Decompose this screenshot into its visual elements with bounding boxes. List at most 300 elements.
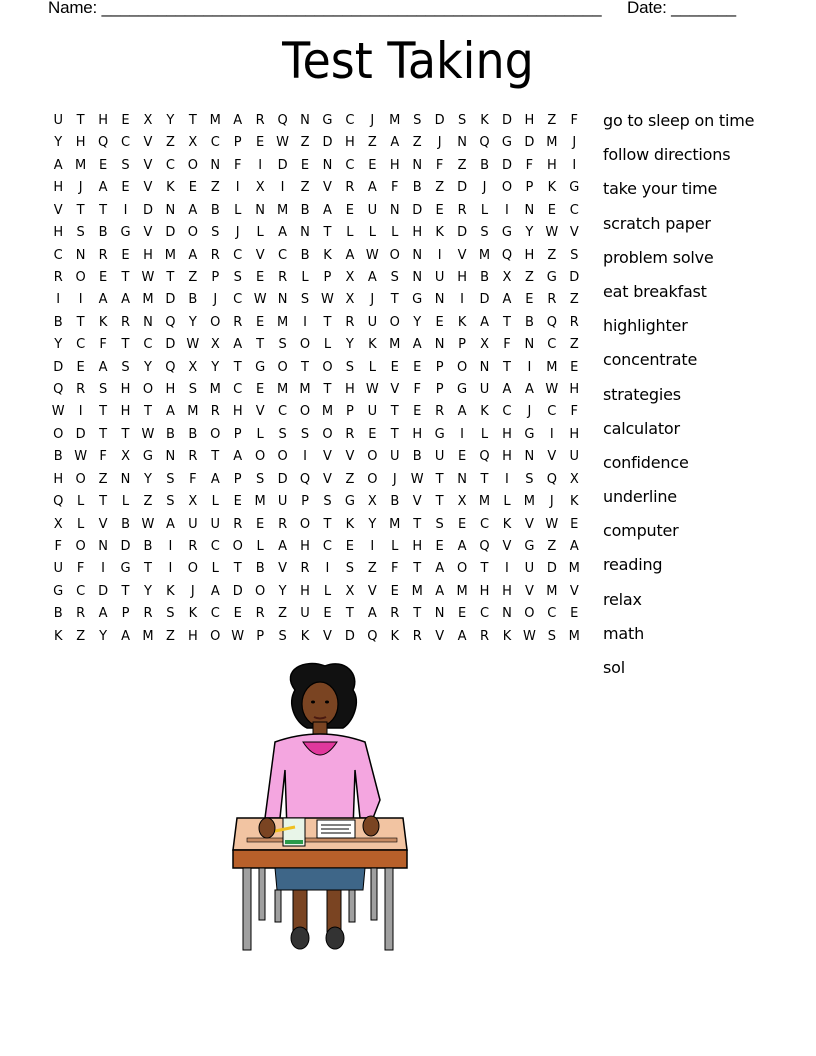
grid-cell: T — [413, 516, 422, 532]
grid-cell: G — [344, 494, 355, 510]
grid-cell: S — [413, 113, 422, 128]
grid-cell: Z — [524, 269, 534, 285]
grid-cell: H — [53, 225, 64, 241]
grid-cell: C — [233, 247, 243, 263]
grid-cell: F — [233, 157, 242, 173]
grid-cell: H — [300, 583, 310, 599]
grid-cell: V — [524, 516, 534, 532]
grid-cell: B — [98, 225, 108, 241]
grid-cell: X — [210, 337, 220, 353]
grid-cell: H — [569, 382, 580, 398]
grid-cell: S — [188, 382, 197, 398]
grid-cell: X — [367, 494, 377, 510]
grid-cell: J — [78, 180, 83, 196]
grid-cell: Z — [345, 471, 355, 487]
grid-cell: Q — [479, 539, 490, 555]
grid-cell: S — [211, 225, 220, 241]
grid-cell: N — [143, 314, 153, 330]
word-list-item: underline — [603, 487, 677, 507]
grid-cell: T — [121, 269, 130, 285]
word-list-item: strategies — [603, 384, 681, 404]
grid-cell: T — [76, 113, 85, 128]
grid-cell: B — [53, 606, 63, 622]
grid-cell: M — [142, 292, 154, 308]
grid-cell: A — [502, 292, 512, 308]
grid-cell: F — [570, 404, 579, 420]
grid-cell: C — [233, 382, 243, 398]
grid-cell: X — [457, 494, 467, 510]
grid-cell: T — [143, 404, 152, 420]
grid-cell: M — [523, 494, 536, 510]
grid-cell: C — [569, 202, 579, 218]
grid-cell: V — [547, 449, 557, 465]
grid-cell: P — [525, 180, 534, 196]
grid-cell: U — [53, 561, 63, 577]
grid-cell: R — [345, 426, 355, 442]
grid-cell: Y — [368, 516, 377, 532]
grid-cell: Y — [278, 583, 287, 599]
grid-cell: T — [99, 494, 108, 510]
grid-cell: Z — [188, 269, 198, 285]
grid-cell: S — [570, 247, 579, 263]
grid-cell: G — [457, 382, 468, 398]
grid-cell: Q — [367, 628, 378, 644]
grid-cell: J — [572, 135, 577, 151]
grid-cell: O — [210, 628, 221, 644]
grid-cell: T — [502, 314, 511, 330]
word-list-item: math — [603, 623, 645, 643]
grid-cell: L — [256, 539, 264, 555]
grid-cell: E — [98, 157, 108, 173]
grid-cell: R — [278, 269, 288, 285]
grid-cell: B — [480, 269, 489, 285]
grid-cell: W — [231, 628, 245, 644]
grid-cell: D — [434, 113, 445, 128]
grid-cell: X — [480, 337, 489, 353]
grid-cell: D — [75, 426, 86, 442]
grid-cell: I — [78, 292, 83, 308]
grid-cell: M — [478, 494, 491, 510]
grid-cell: E — [368, 426, 377, 442]
grid-cell: S — [390, 269, 399, 285]
grid-cell: A — [188, 202, 198, 218]
name-field-label: Name: ______________________________________________________ — [48, 0, 602, 17]
grid-cell: B — [390, 494, 400, 510]
grid-cell: H — [389, 157, 400, 173]
grid-cell: B — [210, 202, 220, 218]
grid-cell: H — [546, 157, 557, 173]
grid-cell: O — [389, 314, 400, 330]
grid-cell: V — [569, 583, 579, 599]
grid-cell: C — [547, 337, 557, 353]
grid-cell: P — [435, 382, 444, 398]
grid-cell: E — [256, 516, 265, 532]
grid-cell: A — [435, 583, 445, 599]
grid-cell: C — [547, 404, 557, 420]
grid-cell: T — [233, 561, 242, 577]
grid-cell: V — [143, 180, 153, 196]
grid-cell: I — [572, 157, 577, 173]
grid-cell: E — [345, 539, 355, 555]
grid-cell: A — [457, 404, 467, 420]
grid-cell: J — [370, 113, 375, 128]
grid-cell: D — [546, 561, 557, 577]
grid-cell: L — [234, 202, 242, 218]
grid-cell: Y — [143, 359, 152, 375]
grid-cell: E — [256, 269, 265, 285]
grid-cell: A — [278, 225, 288, 241]
grid-cell: M — [276, 202, 289, 218]
grid-cell: H — [232, 404, 243, 420]
grid-cell: T — [76, 314, 85, 330]
grid-cell: O — [456, 359, 468, 375]
grid-cell: F — [570, 113, 579, 128]
grid-cell: S — [435, 516, 444, 532]
grid-cell: R — [188, 449, 198, 465]
grid-cell: W — [51, 404, 65, 420]
grid-cell: E — [390, 359, 399, 375]
grid-cell: F — [503, 337, 511, 353]
grid-cell: U — [569, 449, 580, 465]
grid-cell: O — [210, 426, 221, 442]
grid-cell: W — [74, 449, 88, 465]
grid-cell: S — [457, 113, 467, 128]
grid-cell: Y — [211, 359, 220, 375]
grid-cell: E — [233, 606, 242, 622]
grid-cell: X — [345, 583, 355, 599]
grid-cell: E — [457, 606, 467, 622]
grid-cell: M — [209, 113, 221, 128]
grid-cell: J — [527, 404, 532, 420]
grid-cell: Q — [165, 359, 176, 375]
grid-cell: K — [502, 628, 512, 644]
grid-cell: Y — [54, 135, 63, 151]
grid-cell: W — [522, 628, 536, 644]
word-search-grid — [47, 110, 586, 648]
grid-cell: P — [458, 337, 467, 353]
grid-cell: N — [165, 449, 176, 465]
grid-cell: R — [98, 247, 108, 263]
grid-cell: E — [323, 606, 332, 622]
grid-cell: L — [503, 494, 511, 510]
grid-cell: E — [256, 135, 265, 151]
word-list-item: eat breakfast — [603, 281, 707, 301]
grid-cell: T — [143, 561, 152, 577]
grid-cell: Q — [165, 314, 176, 330]
grid-cell: S — [121, 359, 130, 375]
grid-cell: N — [255, 202, 266, 218]
grid-cell: E — [457, 449, 467, 465]
grid-cell: S — [323, 494, 332, 510]
grid-cell: X — [188, 135, 198, 151]
grid-cell: N — [412, 157, 423, 173]
grid-cell: R — [233, 516, 243, 532]
grid-cell: H — [143, 247, 153, 263]
grid-cell: K — [166, 180, 175, 196]
grid-cell: N — [210, 157, 221, 173]
grid-cell: Z — [435, 180, 445, 196]
grid-cell: C — [345, 113, 355, 128]
grid-cell: O — [75, 471, 86, 487]
grid-cell: L — [211, 561, 219, 577]
grid-cell: A — [210, 583, 220, 599]
grid-cell: M — [276, 314, 289, 330]
grid-cell: G — [501, 135, 512, 151]
grid-cell: P — [435, 359, 444, 375]
grid-cell: R — [300, 561, 310, 577]
grid-cell: K — [53, 628, 63, 644]
grid-cell: U — [367, 202, 378, 218]
grid-cell: W — [141, 269, 155, 285]
grid-cell: W — [141, 516, 155, 532]
grid-cell: F — [391, 180, 399, 196]
word-list-item: highlighter — [603, 316, 688, 336]
grid-cell: H — [502, 449, 512, 465]
grid-cell: S — [547, 628, 556, 644]
grid-cell: Q — [53, 494, 64, 510]
grid-cell: V — [255, 247, 265, 263]
grid-cell: E — [570, 359, 579, 375]
grid-cell: M — [389, 113, 401, 128]
grid-cell: T — [323, 225, 332, 241]
grid-cell: I — [280, 180, 285, 196]
grid-cell: A — [98, 292, 108, 308]
grid-cell: I — [235, 180, 240, 196]
grid-cell: Z — [210, 180, 220, 196]
grid-cell: V — [502, 539, 512, 555]
grid-cell: J — [190, 583, 195, 599]
grid-cell: G — [120, 561, 131, 577]
grid-cell: E — [525, 292, 534, 308]
grid-cell: C — [210, 539, 220, 555]
grid-cell: V — [435, 628, 445, 644]
grid-cell: H — [502, 583, 512, 599]
grid-cell: Z — [569, 337, 579, 353]
grid-cell: R — [210, 404, 220, 420]
grid-cell: O — [524, 606, 535, 622]
grid-cell: T — [435, 471, 444, 487]
grid-cell: O — [142, 382, 154, 398]
grid-cell: I — [303, 449, 307, 465]
grid-cell: P — [256, 628, 265, 644]
grid-cell: W — [276, 135, 290, 151]
grid-cell: E — [98, 269, 108, 285]
grid-cell: P — [211, 269, 220, 285]
grid-cell: X — [188, 359, 198, 375]
grid-cell: Q — [546, 314, 557, 330]
grid-cell: L — [391, 539, 399, 555]
grid-cell: U — [367, 404, 378, 420]
grid-cell: I — [370, 539, 375, 555]
grid-cell: D — [277, 157, 288, 173]
grid-cell: H — [524, 113, 535, 128]
grid-cell: D — [479, 292, 490, 308]
grid-cell: T — [188, 113, 197, 128]
grid-cell: Z — [367, 135, 377, 151]
grid-cell: M — [546, 583, 558, 599]
grid-cell: T — [256, 337, 265, 353]
grid-cell: T — [390, 404, 399, 420]
grid-cell: C — [278, 404, 288, 420]
grid-cell: D — [120, 539, 131, 555]
grid-cell: M — [321, 404, 334, 420]
grid-cell: B — [300, 247, 310, 263]
grid-cell: P — [323, 269, 332, 285]
grid-cell: B — [188, 426, 198, 442]
grid-cell: M — [546, 359, 558, 375]
grid-cell: O — [299, 404, 311, 420]
grid-cell: Z — [76, 628, 86, 644]
grid-cell: U — [188, 516, 198, 532]
grid-cell: P — [121, 606, 130, 622]
grid-cell: O — [53, 426, 64, 442]
grid-cell: U — [367, 314, 378, 330]
word-list-item: concentrate — [603, 350, 698, 370]
grid-cell: I — [168, 539, 173, 555]
grid-cell: P — [233, 471, 242, 487]
grid-cell: L — [391, 225, 399, 241]
grid-cell: X — [53, 516, 63, 532]
grid-cell: N — [524, 202, 535, 218]
grid-cell: R — [457, 202, 467, 218]
grid-cell: A — [53, 157, 63, 173]
grid-cell: N — [434, 606, 445, 622]
grid-cell: A — [524, 382, 534, 398]
grid-cell: S — [480, 225, 489, 241]
grid-cell: A — [480, 314, 489, 330]
grid-cell: N — [524, 337, 535, 353]
grid-cell: K — [98, 314, 108, 330]
grid-cell: A — [98, 359, 108, 375]
grid-cell: C — [345, 157, 355, 173]
grid-cell: S — [278, 426, 287, 442]
grid-cell: C — [53, 247, 63, 263]
grid-cell: V — [143, 225, 153, 241]
grid-cell: L — [121, 494, 130, 510]
grid-cell: U — [434, 449, 445, 465]
grid-cell: K — [502, 516, 512, 532]
grid-cell: I — [123, 202, 128, 218]
grid-cell: E — [390, 583, 399, 599]
grid-cell: B — [121, 516, 130, 532]
grid-cell: D — [501, 157, 512, 173]
grid-cell: X — [345, 269, 355, 285]
grid-cell: Z — [457, 157, 467, 173]
grid-cell: B — [300, 202, 310, 218]
grid-cell: V — [143, 135, 153, 151]
grid-cell: T — [502, 359, 511, 375]
grid-cell: F — [189, 471, 197, 487]
grid-cell: H — [479, 583, 490, 599]
grid-cell: C — [502, 404, 512, 420]
grid-cell: I — [527, 359, 532, 375]
grid-cell: A — [390, 135, 400, 151]
grid-cell: E — [457, 516, 467, 532]
grid-cell: H — [345, 135, 355, 151]
grid-cell: B — [412, 449, 422, 465]
grid-cell: J — [370, 292, 375, 308]
grid-cell: A — [233, 337, 243, 353]
grid-cell: B — [524, 314, 534, 330]
grid-cell: A — [165, 404, 175, 420]
grid-cell: O — [210, 314, 221, 330]
grid-cell: I — [460, 426, 465, 442]
grid-cell: O — [187, 157, 198, 173]
grid-cell: M — [75, 157, 87, 173]
grid-cell: V — [323, 449, 332, 465]
grid-cell: D — [412, 202, 423, 218]
grid-cell: P — [233, 135, 242, 151]
grid-cell: Y — [525, 225, 534, 241]
grid-cell: N — [479, 359, 490, 375]
grid-cell: Q — [299, 471, 311, 487]
grid-cell: H — [502, 426, 512, 442]
grid-cell: R — [233, 314, 243, 330]
grid-cell: M — [456, 583, 468, 599]
grid-cell: Y — [143, 583, 152, 599]
grid-cell: E — [368, 157, 377, 173]
grid-cell: U — [524, 561, 535, 577]
grid-cell: K — [300, 628, 310, 644]
grid-cell: S — [525, 471, 534, 487]
grid-cell: H — [187, 628, 198, 644]
grid-cell: E — [188, 180, 197, 196]
grid-cell: C — [210, 135, 220, 151]
grid-cell: F — [54, 539, 62, 555]
grid-cell: A — [98, 180, 108, 196]
grid-cell: P — [301, 494, 309, 510]
grid-cell: A — [278, 539, 288, 555]
grid-cell: D — [457, 225, 468, 241]
grid-cell: A — [435, 561, 445, 577]
student-at-desk-illustration — [225, 660, 415, 960]
grid-cell: W — [545, 225, 559, 241]
grid-cell: J — [235, 225, 240, 241]
word-list-item: go to sleep on time — [603, 111, 755, 130]
grid-cell: C — [547, 606, 557, 622]
grid-cell: O — [299, 516, 311, 532]
grid-cell: D — [142, 202, 153, 218]
grid-cell: R — [143, 606, 153, 622]
grid-cell: Z — [367, 561, 377, 577]
grid-cell: H — [345, 382, 355, 398]
grid-cell: N — [434, 337, 445, 353]
grid-cell: Z — [547, 247, 557, 263]
grid-cell: S — [300, 426, 310, 442]
grid-cell: T — [233, 359, 242, 375]
grid-cell: N — [457, 135, 467, 151]
grid-cell: V — [255, 404, 265, 420]
grid-cell: M — [411, 583, 423, 599]
word-list-item: confidence — [603, 452, 689, 472]
grid-cell: A — [457, 628, 467, 644]
grid-cell: V — [390, 382, 400, 398]
grid-cell: K — [480, 404, 489, 420]
grid-cell: O — [322, 426, 333, 442]
grid-cell: L — [480, 202, 489, 218]
grid-cell: P — [345, 404, 354, 420]
grid-cell: U — [390, 449, 400, 465]
grid-cell: N — [502, 606, 512, 622]
grid-cell: E — [547, 202, 556, 218]
grid-cell: O — [299, 337, 311, 353]
grid-cell: E — [570, 516, 579, 532]
grid-cell: M — [209, 382, 221, 398]
grid-cell: V — [53, 202, 63, 218]
grid-cell: T — [413, 561, 422, 577]
grid-cell: T — [166, 269, 175, 285]
grid-cell: B — [255, 561, 265, 577]
